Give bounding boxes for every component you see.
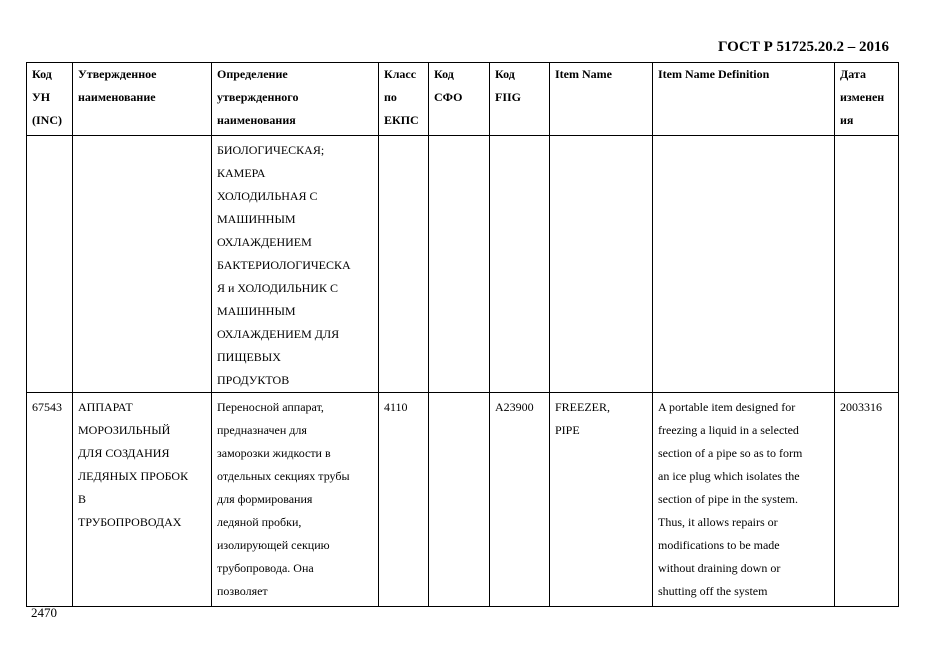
cell-item-name: FREEZER, PIPE bbox=[550, 393, 653, 607]
table-header-row bbox=[27, 63, 899, 136]
cell-sfo bbox=[429, 393, 490, 607]
cell-change-date: 2003316 bbox=[835, 393, 899, 607]
document-header: ГОСТ Р 51725.20.2 – 2016 bbox=[717, 39, 889, 55]
col-header-approved-name: Утвержденное наименование bbox=[73, 63, 212, 136]
page-number: 2470 bbox=[31, 605, 57, 620]
cell-item-name-definition bbox=[653, 136, 835, 393]
cell-class bbox=[379, 136, 429, 393]
cell-class: 4110 bbox=[379, 393, 429, 607]
col-header-inc: Код УН (INC) bbox=[27, 63, 73, 136]
cell-sfo bbox=[429, 136, 490, 393]
col-header-item-name: Item Name bbox=[550, 63, 653, 136]
cell-item-name-definition: A portable item designed for freezing a liquid in a selected section of a pipe so as to form an ice plug which isolates the section of pipe in the system. Thus, it allows repairs or modifications to be made without draining down or shutting off the system bbox=[653, 393, 835, 607]
col-header-class: Класс по ЕКПС bbox=[379, 63, 429, 136]
cell-definition: Переносной аппарат, предназначен для заморозки жидкости в отдельных секциях трубы для формирования ледяной пробки, изолирующей секцию трубопровода. Она позволяет bbox=[212, 393, 379, 607]
cell-change-date bbox=[835, 136, 899, 393]
cell-approved-name bbox=[73, 136, 212, 393]
col-header-item-name-definition: Item Name Definition bbox=[653, 63, 835, 136]
cell-definition: БИОЛОГИЧЕСКАЯ; КАМЕРА ХОЛОДИЛЬНАЯ С МАШИННЫМ ОХЛАЖДЕНИЕМ БАКТЕРИОЛОГИЧЕСКА Я и ХОЛОДИЛЬНИК С МАШИННЫМ ОХЛАЖДЕНИЕМ ДЛЯ ПИЩЕВЫХ ПРОДУКТОВ bbox=[212, 136, 379, 393]
table-row-continued bbox=[27, 136, 899, 393]
cell-inc: 67543 bbox=[27, 393, 73, 607]
cell-fiig bbox=[490, 136, 550, 393]
cell-item-name bbox=[550, 136, 653, 393]
col-header-change-date: Дата изменен ия bbox=[835, 63, 899, 136]
col-header-definition: Определение утвержденного наименования bbox=[212, 63, 379, 136]
table-row bbox=[27, 393, 899, 607]
classification-table bbox=[26, 62, 899, 607]
col-header-sfo: Код СФО bbox=[429, 63, 490, 136]
col-header-fiig: Код FIIG bbox=[490, 63, 550, 136]
cell-inc bbox=[27, 136, 73, 393]
cell-fiig: A23900 bbox=[490, 393, 550, 607]
cell-approved-name: АППАРАТ МОРОЗИЛЬНЫЙ ДЛЯ СОЗДАНИЯ ЛЕДЯНЫХ ПРОБОК В ТРУБОПРОВОДАХ bbox=[73, 393, 212, 607]
